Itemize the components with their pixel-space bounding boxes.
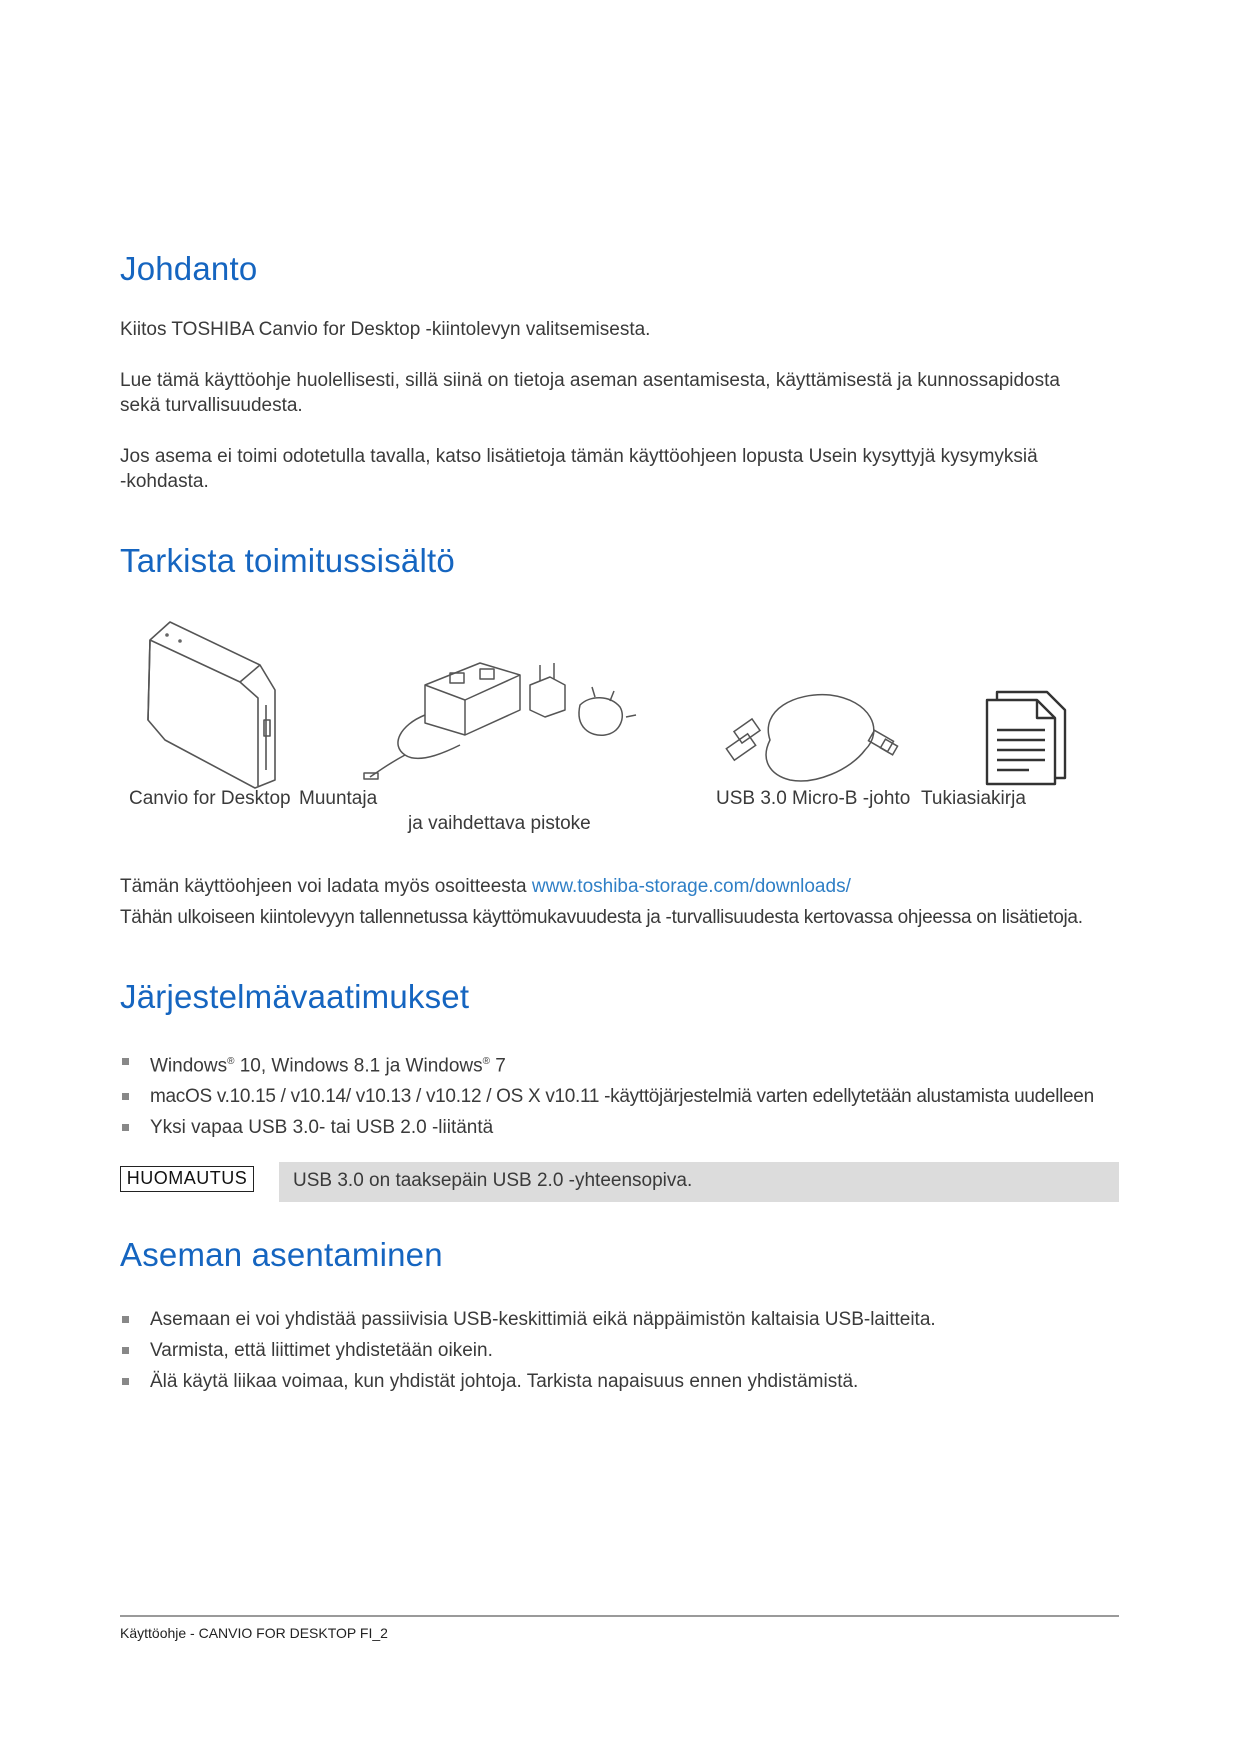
bullet-square-icon: [122, 1058, 129, 1065]
install-bullet-3: Älä käytä liikaa voimaa, kun yhdistät johtoja. Tarkista napaisuus ennen yhdistämistä.: [150, 1371, 859, 1392]
download-info: [120, 874, 851, 900]
intro-paragraph-2-line-2: sekä turvallisuudesta.: [120, 395, 303, 416]
caption-support-doc: Tukiasiakirja: [921, 788, 1026, 809]
requirements-list: [120, 1046, 1094, 1143]
note-text: USB 3.0 on taaksepäin USB 2.0 -yhteensopiva.: [279, 1162, 1119, 1202]
document-icon: [985, 690, 1070, 785]
list-item: [120, 1366, 936, 1397]
download-text: Tämän käyttöohjeen voi ladata myös osoitteesta: [120, 876, 532, 897]
bullet-square-icon: [122, 1124, 129, 1131]
intro-paragraph-1: Kiitos TOSHIBA Canvio for Desktop -kiintolevyn valitsemisesta.: [120, 319, 651, 340]
bullet-square-icon: [122, 1347, 129, 1354]
registered-mark: ®: [482, 1056, 490, 1067]
registered-mark: ®: [227, 1056, 235, 1067]
install-bullet-1: Asemaan ei voi yhdistää passiivisia USB-keskittimiä eikä näppäimistön kaltaisia USB-laitteita.: [150, 1309, 936, 1330]
list-item: [120, 1112, 1094, 1143]
power-adapter-icon: [370, 655, 640, 785]
safety-info: Tähän ulkoiseen kiintolevyyn tallennetussa käyttömukavuudesta ja -turvallisuudesta kertovassa ohjeessa on lisätietoja.: [120, 907, 1083, 928]
usb-cable-icon: [720, 690, 910, 790]
intro-paragraph-3-line-1: Jos asema ei toimi odotetulla tavalla, katso lisätietoja tämän käyttöohjeen lopusta Usein kysyttyjä kysymyksiä: [120, 446, 1038, 467]
note-label: HUOMAUTUS: [120, 1166, 254, 1192]
list-item: [120, 1304, 936, 1335]
bullet-square-icon: [122, 1378, 129, 1385]
req-os-windows-a: Windows: [150, 1055, 228, 1077]
list-item: [120, 1046, 1094, 1081]
caption-adapter-line-1: Muuntaja: [299, 788, 378, 809]
caption-canvio: Canvio for Desktop: [129, 788, 291, 809]
req-os-windows-c: 7: [490, 1055, 506, 1077]
list-item: [120, 1335, 936, 1366]
intro-paragraph-2-line-1: Lue tämä käyttöohje huolellisesti, sillä siinä on tietoja aseman asentamisesta, käyttämisestä ja kunnossapidosta: [120, 370, 1060, 391]
req-os-windows-b: 10, Windows 8.1 ja Windows: [234, 1055, 483, 1077]
heading-intro: Johdanto: [120, 250, 258, 287]
install-bullet-2: Varmista, että liittimet yhdistetään oikein.: [150, 1340, 493, 1361]
bullet-square-icon: [122, 1316, 129, 1323]
page-footer: Käyttöohje - CANVIO FOR DESKTOP FI_2: [120, 1625, 388, 1641]
bullet-square-icon: [122, 1093, 129, 1100]
footer-divider: [120, 1615, 1119, 1617]
list-item: [120, 1081, 1094, 1112]
heading-installing-drive: Aseman asentaminen: [120, 1236, 443, 1273]
heading-package-contents: Tarkista toimitussisältö: [120, 542, 455, 579]
caption-adapter-line-2: ja vaihdettava pistoke: [408, 813, 591, 834]
download-link[interactable]: www.toshiba-storage.com/downloads/: [531, 876, 851, 897]
intro-paragraph-3-line-2: -kohdasta.: [120, 471, 209, 492]
heading-system-requirements: Järjestelmävaatimukset: [120, 978, 470, 1015]
req-usb-port: Yksi vapaa USB 3.0- tai USB 2.0 -liitäntä: [150, 1117, 494, 1139]
req-os-mac: macOS v.10.15 / v10.14/ v10.13 / v10.12 / OS X v10.11 -käyttöjärjestelmiä varten edellytetään alustamista uudelleen: [150, 1086, 1094, 1108]
install-list: [120, 1304, 936, 1397]
hard-drive-icon: [140, 620, 290, 790]
caption-usb-cable: USB 3.0 Micro-B -johto: [716, 788, 911, 809]
